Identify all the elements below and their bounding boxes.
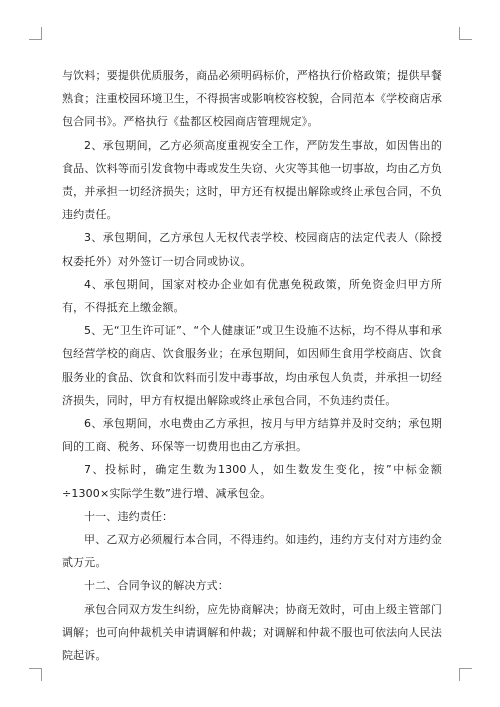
section-heading-dispute: 十二、合同争议的解决方式： xyxy=(84,579,229,593)
document-body xyxy=(62,64,442,667)
paragraph-clause-3: 3、承包期间，乙方承包人无权代表学校、校园商店的法定代表人（除授权委托外）对外签订一切合同或协议。 xyxy=(62,231,442,268)
paragraph-clause-4: 4、承包期间，国家对校办企业如有优惠免税政策，所免资金归甲方所有，不得抵充上缴金额。 xyxy=(62,277,442,315)
section-heading-breach: 十一、违约责任： xyxy=(84,509,174,523)
paragraph-clause-5: 5、无“卫生许可证”、“个人健康证”或卫生设施不达标，均不得从事和承包经营学校的商店、饮食服务业；在承包期间，如因师生食用学校商店、饮食服务业的食品、饮食和饮料而引发中毒事故，均由承包人负责，并承担一切经济损失，同时，甲方有权提出解除或终止承包合同，不负违约责任。 xyxy=(62,324,442,407)
paragraph-clause-2: 2、承包期间，乙方必须高度重视安全工作，严防发生事故，如因售出的食品、饮料等而引发食物中毒或发生失窃、火灾等其他一切事故，均由乙方负责，并承担一切经济损失；这时，甲方还有权提出解除或终止承包合同，不负违约责任。 xyxy=(62,138,442,222)
crop-mark-top-right xyxy=(459,27,472,40)
crop-mark-top-left xyxy=(29,27,42,40)
crop-mark-bottom-right xyxy=(459,668,472,681)
paragraph-continuation: 与饮料；要提供优质服务，商品必须明码标价，严格执行价格政策；提供早餐熟食；注重校园环境卫生，不得损害或影响校容校貌，合同范本《学校商店承包合同书》。严格执行《盐都区校园商店管理规定》。 xyxy=(62,69,442,129)
paragraph-clause-7: 7、投标时，确定生数为1300人，如生数发生变化，按”中标金额÷1300×实际学生数”进行增、减承包金。 xyxy=(62,463,442,500)
paragraph-dispute: 承包合同双方发生纠纷，应先协商解决；协商无效时，可由上级主管部门调解；也可向仲裁机关申请调解和仲裁；对调解和仲裁不服也可依法向人民法院起诉。 xyxy=(62,602,442,663)
crop-mark-bottom-left xyxy=(29,668,42,681)
paragraph-clause-6: 6、承包期间，水电费由乙方承担，按月与甲方结算并及时交纳；承包期间的工商、税务、环保等一切费用也由乙方承担。 xyxy=(62,417,442,454)
paragraph-breach: 甲、乙双方必须履行本合同，不得违约。如违约，违约方支付对方违约金贰万元。 xyxy=(62,533,442,570)
